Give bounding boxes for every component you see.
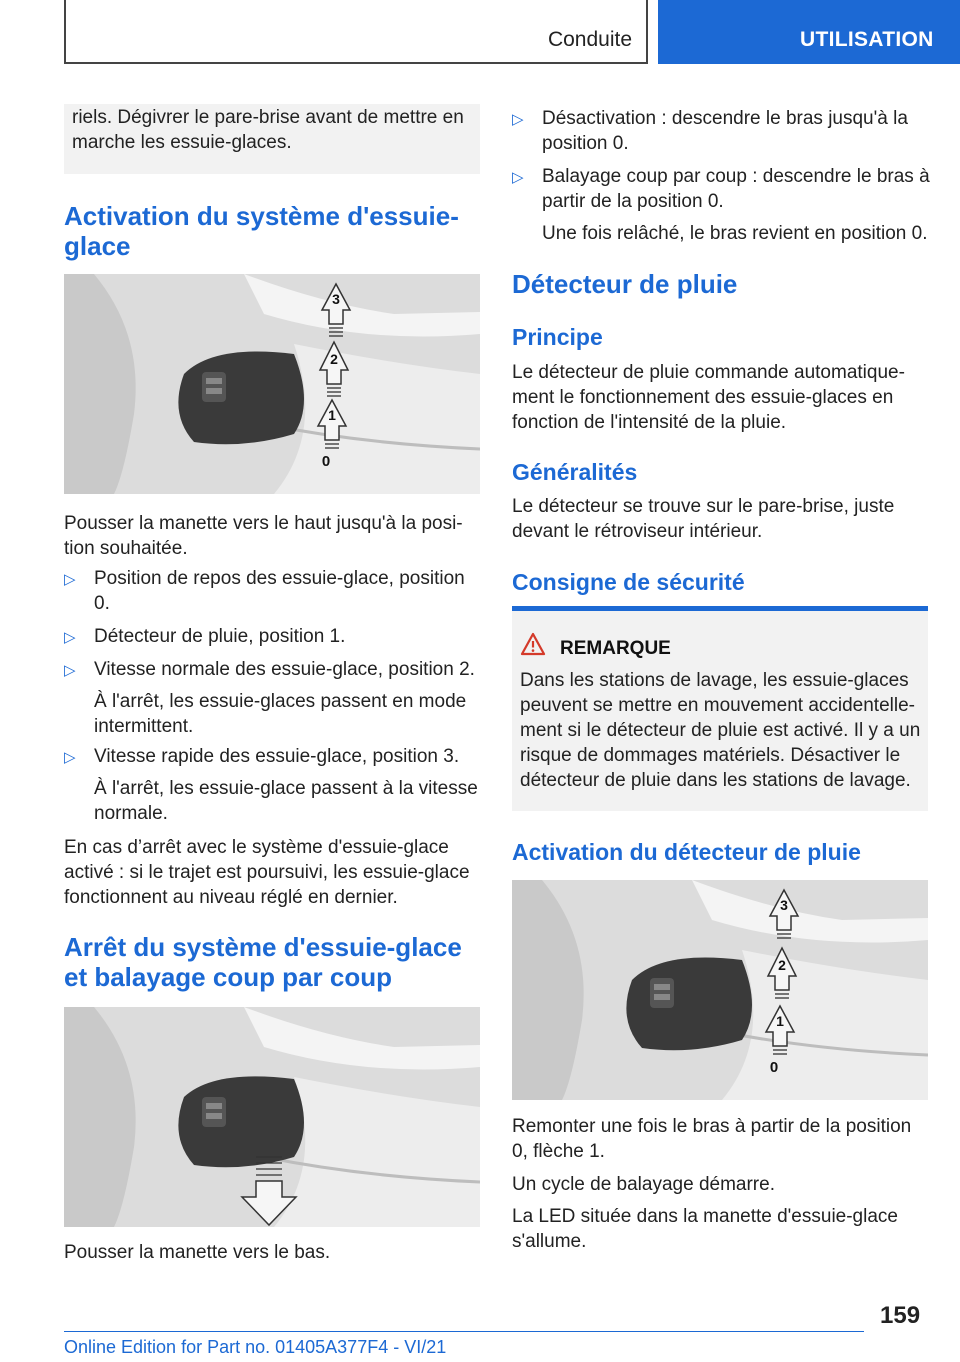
- bullet-triangle-icon: ▷: [64, 749, 76, 766]
- bullet-text: 0.: [94, 593, 110, 614]
- header-chapter: UTILISATION: [800, 28, 934, 51]
- heading-stop: Arrêt du système d'essuie-glace: [64, 932, 462, 962]
- bullet-subtext: Une fois relâché, le bras revient en position 0.: [542, 223, 928, 244]
- figure-label-3: 3: [780, 897, 788, 913]
- bullet-triangle-icon: ▷: [64, 662, 76, 679]
- heading-rain-sensor: Détecteur de pluie: [512, 269, 738, 299]
- figure-wiper-lever-down: [64, 1007, 480, 1227]
- figure-label-0: 0: [769, 1059, 779, 1076]
- figure-label-2: 2: [330, 351, 338, 367]
- general-text: devant le rétroviseur intérieur.: [512, 521, 763, 542]
- raise-text: Remonter une fois le bras à partir de la position: [512, 1116, 912, 1137]
- figure-label-1: 1: [328, 407, 336, 423]
- stop-text: fonctionnent au niveau réglé en dernier.: [64, 887, 398, 908]
- bullet-subtext: intermittent.: [94, 716, 194, 737]
- bullet-text: Vitesse normale des essuie-glace, position 2.: [94, 659, 475, 680]
- bullet-triangle-icon: ▷: [512, 111, 524, 128]
- general-text: Le détecteur se trouve sur le pare-brise, juste: [512, 496, 895, 517]
- heading-activation: glace: [64, 231, 131, 261]
- bullet-triangle-icon: ▷: [64, 571, 76, 588]
- bullet-text: Balayage coup par coup : descendre le bras à: [542, 166, 930, 187]
- bullet-triangle-icon: ▷: [64, 629, 76, 646]
- bullet-text: Détecteur de pluie, position 1.: [94, 626, 346, 647]
- warning-text: peuvent se mettre en mouvement accidentelle-: [520, 695, 915, 716]
- bullet-text: Désactivation : descendre le bras jusqu'à la: [542, 108, 908, 129]
- footer-rule: [64, 1331, 864, 1332]
- push-up-text: tion souhaitée.: [64, 538, 188, 559]
- warning-icon: [520, 632, 546, 656]
- figure-label-3: 3: [332, 291, 340, 307]
- bullet-subtext: À l'arrêt, les essuie-glace passent à la vitesse: [94, 778, 478, 799]
- bullet-subtext: normale.: [94, 803, 168, 824]
- warning-text: Dans les stations de lavage, les essuie-glaces: [520, 670, 909, 691]
- principe-text: fonction de l'intensité de la pluie.: [512, 412, 787, 433]
- bullet-text: Position de repos des essuie-glace, position: [94, 568, 465, 589]
- principe-text: Le détecteur de pluie commande automatique-: [512, 362, 905, 383]
- header-section-box: [64, 0, 648, 64]
- led-text: s'allume.: [512, 1231, 587, 1252]
- header-section: Conduite: [547, 28, 632, 51]
- stop-text: En cas d’arrêt avec le système d'essuie-glace: [64, 837, 449, 858]
- bullet-subtext: À l'arrêt, les essuie-glaces passent en mode: [94, 691, 467, 712]
- bullet-text: position 0.: [542, 133, 629, 154]
- intro-text-line: marche les essuie-glaces.: [72, 132, 292, 153]
- footer-edition: Online Edition for Part no. 01405A377F4 - VI/21: [64, 1337, 447, 1357]
- heading-activate-rain: Activation du détecteur de pluie: [512, 839, 861, 865]
- wiper-lever-illustration: [64, 274, 480, 494]
- cycle-text: Un cycle de balayage démarre.: [512, 1174, 775, 1195]
- figure-label-0: 0: [321, 453, 331, 470]
- push-down-text: Pousser la manette vers le bas.: [64, 1242, 331, 1263]
- heading-safety: Consigne de sécurité: [512, 569, 745, 595]
- figure-wiper-lever-up: [64, 274, 480, 494]
- warning-title: REMARQUE: [560, 638, 671, 659]
- led-text: La LED située dans la manette d'essuie-glace: [512, 1206, 898, 1227]
- push-up-text: Pousser la manette vers le haut jusqu'à la posi-: [64, 513, 463, 534]
- warning-text: risque de dommages matériels. Désactiver le: [520, 745, 901, 766]
- stop-text: activé : si le trajet est poursuivi, les essuie-glace: [64, 862, 470, 883]
- raise-text: 0, flèche 1.: [512, 1141, 605, 1162]
- wiper-lever-rain-illustration: [512, 880, 928, 1100]
- wiper-lever-down-illustration: [64, 1007, 480, 1227]
- warning-text: détecteur de pluie dans les stations de lavage.: [520, 770, 911, 791]
- bullet-text: partir de la position 0.: [542, 191, 724, 212]
- bullet-triangle-icon: ▷: [512, 169, 524, 186]
- heading-activation: Activation du système d'essuie-: [64, 201, 459, 231]
- figure-wiper-lever-rain: [512, 880, 928, 1100]
- header-chapter-tab: [658, 0, 960, 64]
- warning-text: ment si le détecteur de pluie est activé. Il y a un: [520, 720, 921, 741]
- figure-label-2: 2: [778, 957, 786, 973]
- figure-label-1: 1: [776, 1013, 784, 1029]
- intro-text-line: riels. Dégivrer le pare-brise avant de mettre en: [72, 107, 464, 128]
- heading-general: Généralités: [512, 459, 638, 485]
- page-number: 159: [880, 1302, 921, 1329]
- heading-stop: et balayage coup par coup: [64, 962, 392, 992]
- bullet-text: Vitesse rapide des essuie-glace, position 3.: [94, 746, 460, 767]
- principe-text: ment le fonctionnement des essuie-glaces en: [512, 387, 894, 408]
- heading-principe: Principe: [512, 324, 603, 350]
